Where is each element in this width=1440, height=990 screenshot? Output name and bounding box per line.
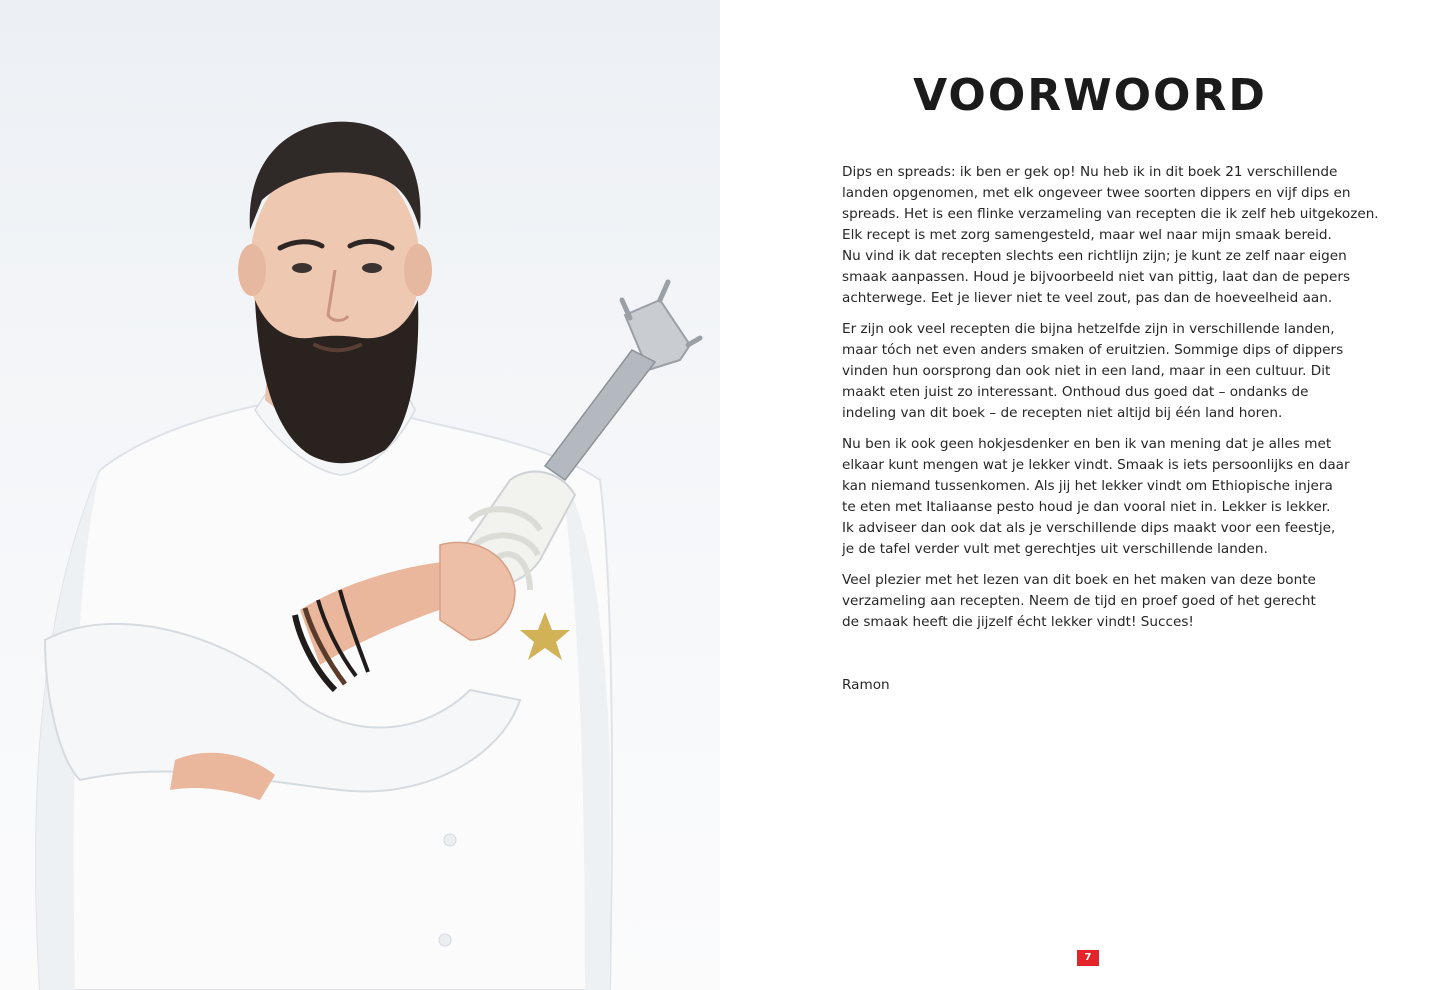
text-line: achterwege. Eet je liever niet te veel zout, pas dan de hoeveelheid aan. [842, 290, 1333, 306]
text-line: vinden hun oorsprong dan ook niet in een land, maar in een cultuur. Dit [842, 363, 1331, 379]
text-line: maakt eten juist zo interessant. Onthoud dus goed dat – ondanks de [842, 384, 1309, 400]
text-line: de smaak heeft die jijzelf écht lekker vindt! Succes! [842, 614, 1194, 630]
text-line: Ik adviseer dan ook dat als je verschillende dips maakt voor een feestje, [842, 520, 1336, 536]
text-line: Dips en spreads: ik ben er gek op! Nu heb ik in dit boek 21 verschillende [842, 164, 1338, 180]
page-title: VOORWOORD [913, 70, 1267, 121]
text-line: verzameling aan recepten. Neem de tijd en proef goed of het gerecht [842, 593, 1316, 609]
text-line: kan niemand tussenkomen. Als jij het lekker vindt om Ethiopische injera [842, 478, 1333, 494]
text-line: elkaar kunt mengen wat je lekker vindt. Smaak is iets persoonlijks en daar [842, 457, 1350, 473]
foreword-paragraph [842, 319, 1352, 424]
author-signature: Ramon [842, 677, 890, 693]
text-line: landen opgenomen, met elk ongeveer twee soorten dippers en vijf dips en [842, 185, 1351, 201]
text-line: maar tóch net even anders smaken of eruitzien. Sommige dips of dippers [842, 342, 1344, 358]
text-line: Nu vind ik dat recepten slechts een richtlijn zijn; je kunt ze zelf naar eigen [842, 248, 1347, 264]
foreword-paragraph [842, 162, 1379, 309]
foreword-paragraph [842, 434, 1352, 560]
text-line: indeling van dit boek – de recepten niet altijd bij één land horen. [842, 405, 1283, 421]
text-line: Nu ben ik ook geen hokjesdenker en ben ik van mening dat je alles met [842, 436, 1332, 452]
text-line: spreads. Het is een flinke verzameling van recepten die ik zelf heb uitgekozen. [842, 206, 1379, 222]
page-number-badge: 7 [1077, 950, 1099, 966]
foreword-paragraph [842, 570, 1352, 633]
text-line: je de tafel verder vult met gerechtjes uit verschillende landen. [842, 541, 1268, 557]
text-line: Er zijn ook veel recepten die bijna hetzelfde zijn in verschillende landen, [842, 321, 1335, 337]
text-line: smaak aanpassen. Houd je bijvoorbeeld niet van pittig, laat dan de pepers [842, 269, 1351, 285]
foreword-body [842, 162, 1379, 643]
text-line: Veel plezier met het lezen van dit boek en het maken van deze bonte [842, 572, 1316, 588]
foreword-page [720, 0, 1440, 990]
text-line: te eten met Italiaanse pesto houd je dan vooral niet in. Lekker is lekker. [842, 499, 1331, 515]
text-line: Elk recept is met zorg samengesteld, maar wel naar mijn smaak bereid. [842, 227, 1332, 243]
